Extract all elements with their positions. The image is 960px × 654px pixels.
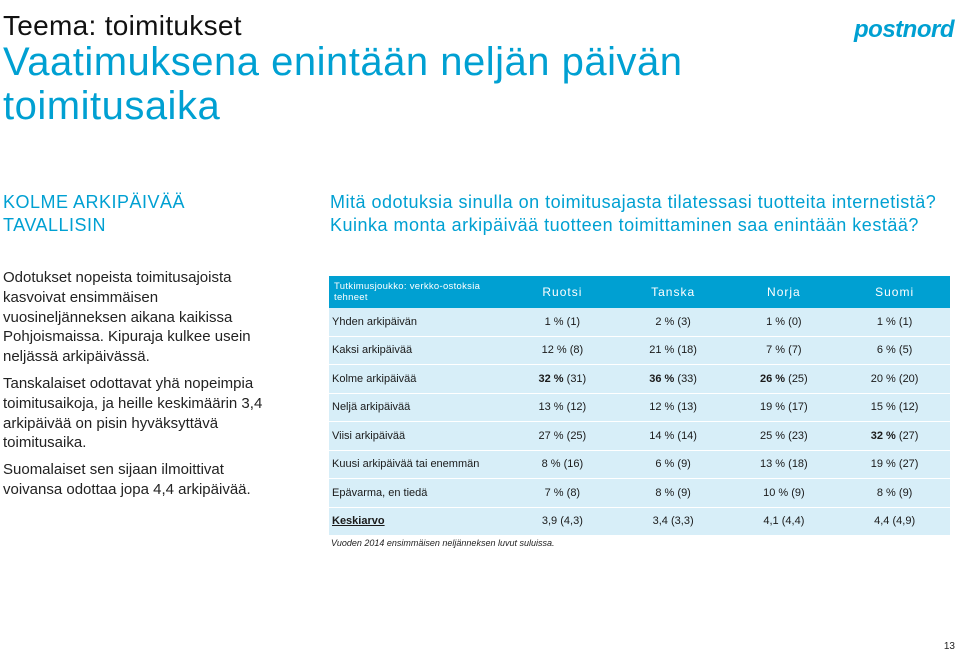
table-row (329, 479, 950, 508)
table-cell (618, 422, 729, 451)
cell-previous-value: (27) (898, 429, 919, 442)
cell-previous-value: (17) (788, 401, 808, 414)
cell-value: 25 % (760, 429, 786, 442)
cell-previous-value: (9) (898, 486, 913, 499)
cell-previous-value: (3,3) (670, 515, 694, 528)
table-row (329, 450, 950, 479)
table-cell (729, 422, 840, 451)
table-cell (618, 450, 729, 479)
cell-previous-value: (20) (898, 372, 919, 385)
paragraph: Suomalaiset sen sijaan ilmoittivat voivansa odottaa jopa 4,4 arkipäivää. (3, 461, 251, 498)
cell-value: 8 % (541, 458, 561, 471)
cell-value: 1 % (876, 315, 896, 328)
paragraph: Tanskalaiset odottavat yhä nopeimpia toimitusaikoja, ja heille keskimäärin 3,4 arkipäivää on pisin hyväksyttävä toimitusaika. (3, 374, 263, 452)
table-cell (507, 479, 618, 508)
cell-value: 2 % (655, 315, 675, 328)
cell-value: 19 % (870, 458, 896, 471)
cell-value: 26 % (760, 372, 786, 385)
table-row (329, 393, 950, 422)
cell-previous-value: (9) (677, 486, 691, 499)
cell-value: 20 % (870, 372, 896, 385)
cell-value: 13 % (538, 401, 564, 414)
row-label: Viisi arkipäivää (329, 422, 507, 451)
table-cell (729, 365, 840, 394)
cell-previous-value: (12) (898, 401, 919, 414)
table-row (329, 308, 950, 336)
table-cell (507, 393, 618, 422)
row-label: Kolme arkipäivää (329, 365, 507, 394)
cell-previous-value: (4,4) (781, 515, 805, 528)
cell-value: 10 % (763, 486, 789, 499)
table-row (329, 507, 950, 536)
cell-value: 3,4 (652, 515, 668, 528)
cell-value: 32 % (870, 429, 896, 442)
cell-value: 15 % (870, 401, 896, 414)
column-header-country: Ruotsi (542, 285, 583, 299)
cell-previous-value: (0) (788, 315, 802, 328)
cell-previous-value: (3) (677, 315, 691, 328)
table-cell (729, 450, 840, 479)
table-cell (729, 479, 840, 508)
cell-value: 27 % (538, 429, 564, 442)
page-title: Vaatimuksena enintään neljän päivän toimitusaika (3, 40, 683, 128)
paragraph: Odotukset nopeista toimitusajoista kasvoivat ensimmäisen vuosineljänneksen aikana kaikissa Pohjoismaissa. Kipuraja kulkee usein neljässä arkipäivässä. (3, 269, 251, 366)
cell-value: 12 % (649, 401, 675, 414)
row-label: Neljä arkipäivää (329, 393, 507, 422)
cell-value: 1 % (544, 315, 564, 328)
topic-label: Teema: toimitukset (3, 10, 242, 41)
table-cell (729, 308, 840, 336)
row-label: Kuusi arkipäivää tai enemmän (329, 450, 507, 479)
cell-previous-value: (25) (566, 429, 587, 442)
left-body-text (3, 268, 265, 507)
cell-previous-value: (5) (898, 344, 913, 357)
table-cell (507, 507, 618, 536)
cell-previous-value: (7) (788, 344, 802, 357)
table-row (329, 365, 950, 394)
row-label: Epävarma, en tiedä (329, 479, 507, 508)
cell-previous-value: (18) (788, 458, 808, 471)
table-cell (507, 308, 618, 336)
cell-previous-value: (33) (677, 372, 697, 385)
table-cell (839, 507, 950, 536)
table-cell (729, 393, 840, 422)
cell-value: 19 % (760, 401, 786, 414)
cell-previous-value: (16) (563, 458, 584, 471)
cell-value: 1 % (766, 315, 786, 328)
cell-value: 14 % (649, 429, 675, 442)
table-cell (618, 393, 729, 422)
cell-previous-value: (12) (566, 401, 587, 414)
page-number: 13 (943, 641, 955, 652)
cell-value: 36 % (649, 372, 675, 385)
table-footnote: Vuoden 2014 ensimmäisen neljänneksen luvut suluissa. (331, 538, 555, 548)
cell-previous-value: (13) (677, 401, 697, 414)
cell-previous-value: (25) (788, 372, 808, 385)
table-cell (618, 336, 729, 365)
cell-value: 4,4 (874, 515, 890, 528)
cell-previous-value: (4,9) (892, 515, 916, 528)
table-row (329, 336, 950, 365)
cell-value: 6 % (876, 344, 896, 357)
table-row (329, 422, 950, 451)
column-header-sample: Tutkimusjoukko: verkko-ostoksia tehneet (334, 281, 481, 303)
cell-value: 12 % (541, 344, 567, 357)
cell-value: 13 % (760, 458, 786, 471)
cell-previous-value: (1) (566, 315, 581, 328)
column-header-country: Norja (767, 285, 801, 299)
column-header-country: Tanska (651, 285, 696, 299)
table-header-row (329, 276, 950, 308)
cell-value: 21 % (649, 344, 675, 357)
cell-value: 6 % (655, 458, 675, 471)
row-label: Kaksi arkipäivää (329, 336, 507, 365)
cell-value: 4,1 (763, 515, 779, 528)
row-label: Yhden arkipäivän (329, 308, 507, 336)
cell-previous-value: (18) (677, 344, 697, 357)
table-cell (507, 422, 618, 451)
cell-previous-value: (4,3) (560, 515, 583, 528)
cell-value: 8 % (876, 486, 896, 499)
table-cell (618, 507, 729, 536)
cell-previous-value: (8) (566, 486, 581, 499)
table-cell (839, 365, 950, 394)
cell-value: 7 % (766, 344, 786, 357)
table-cell (507, 365, 618, 394)
table-cell (729, 507, 840, 536)
table-cell (839, 336, 950, 365)
results-table (329, 276, 950, 536)
table-cell (618, 308, 729, 336)
cell-previous-value: (14) (677, 429, 697, 442)
column-header-country: Suomi (875, 285, 915, 299)
row-label: Keskiarvo (329, 507, 507, 536)
cell-value: 8 % (655, 486, 675, 499)
left-heading: KOLME ARKIPÄIVÄÄ TAVALLISIN (3, 192, 186, 235)
cell-value: 7 % (544, 486, 564, 499)
cell-previous-value: (27) (898, 458, 919, 471)
cell-previous-value: (1) (898, 315, 913, 328)
table-cell (839, 393, 950, 422)
table-cell (839, 308, 950, 336)
table-cell (729, 336, 840, 365)
cell-previous-value: (9) (677, 458, 691, 471)
table-cell (507, 450, 618, 479)
cell-value: 32 % (538, 372, 564, 385)
table-cell (839, 450, 950, 479)
table-cell (507, 336, 618, 365)
cell-previous-value: (9) (791, 486, 805, 499)
postnord-logo: postnord (854, 16, 954, 43)
cell-previous-value: (31) (566, 372, 587, 385)
table-cell (839, 422, 950, 451)
table-cell (618, 365, 729, 394)
cell-previous-value: (23) (788, 429, 808, 442)
cell-value: 3,9 (541, 515, 558, 528)
survey-question: Mitä odotuksia sinulla on toimitusajasta tilatessasi tuotteita internetistä? Kuinka monta arkipäivää tuotteen toimittaminen saa enintään kestää? (330, 192, 937, 235)
table-cell (839, 479, 950, 508)
cell-previous-value: (8) (569, 344, 584, 357)
table-cell (618, 479, 729, 508)
